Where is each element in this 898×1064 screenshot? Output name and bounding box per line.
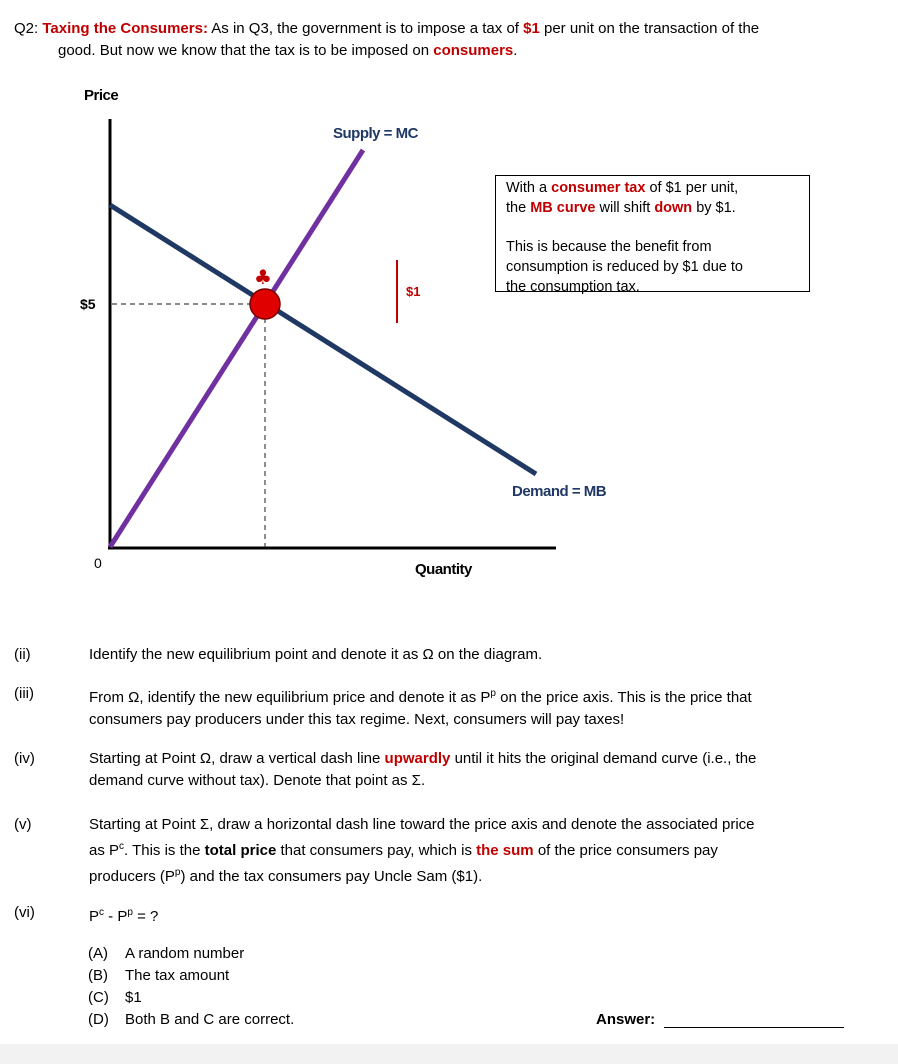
callout-paragraph-2: This is because the benefit from consumption is reduced by $1 due to the consumption tax. <box>506 239 743 295</box>
bottom-edge <box>0 1044 898 1064</box>
club-marker-icon: ♣ <box>254 265 272 289</box>
x-axis-label: Quantity <box>415 561 472 578</box>
question-number: Q2: <box>14 20 39 37</box>
question-title: Taxing the Consumers: <box>42 20 208 37</box>
shift-label: $1 <box>406 284 421 299</box>
demand-curve <box>110 205 536 474</box>
answer-label: Answer: <box>596 1011 656 1028</box>
header-line-1: Q2: Taxing the Consumers: As in Q3, the government is to impose a tax of $1 per unit on the transaction of the <box>14 20 760 37</box>
demand-label: Demand = MB <box>512 483 607 500</box>
origin-label: 0 <box>94 555 102 571</box>
option-d[interactable]: (D) Both B and C are correct. <box>88 1011 295 1028</box>
callout-box <box>495 175 810 295</box>
price-tick-label: $5 <box>80 296 96 312</box>
supply-curve <box>110 150 363 547</box>
answer-blank[interactable] <box>664 1027 844 1028</box>
equilibrium-point <box>250 289 280 319</box>
option-c[interactable]: (C) $1 <box>88 989 142 1006</box>
header-line-2: good. But now we know that the tax is to be imposed on consumers. <box>58 42 518 59</box>
callout-paragraph-1: With a consumer tax of $1 per unit, the MB curve will shift down by $1. <box>506 180 739 216</box>
supply-label: Supply = MC <box>333 125 418 142</box>
option-a[interactable]: (A) A random number <box>88 945 245 962</box>
option-b[interactable]: (B) The tax amount <box>88 967 230 984</box>
tax-amount: $1 <box>523 20 540 37</box>
y-axis-label: Price <box>84 87 119 104</box>
